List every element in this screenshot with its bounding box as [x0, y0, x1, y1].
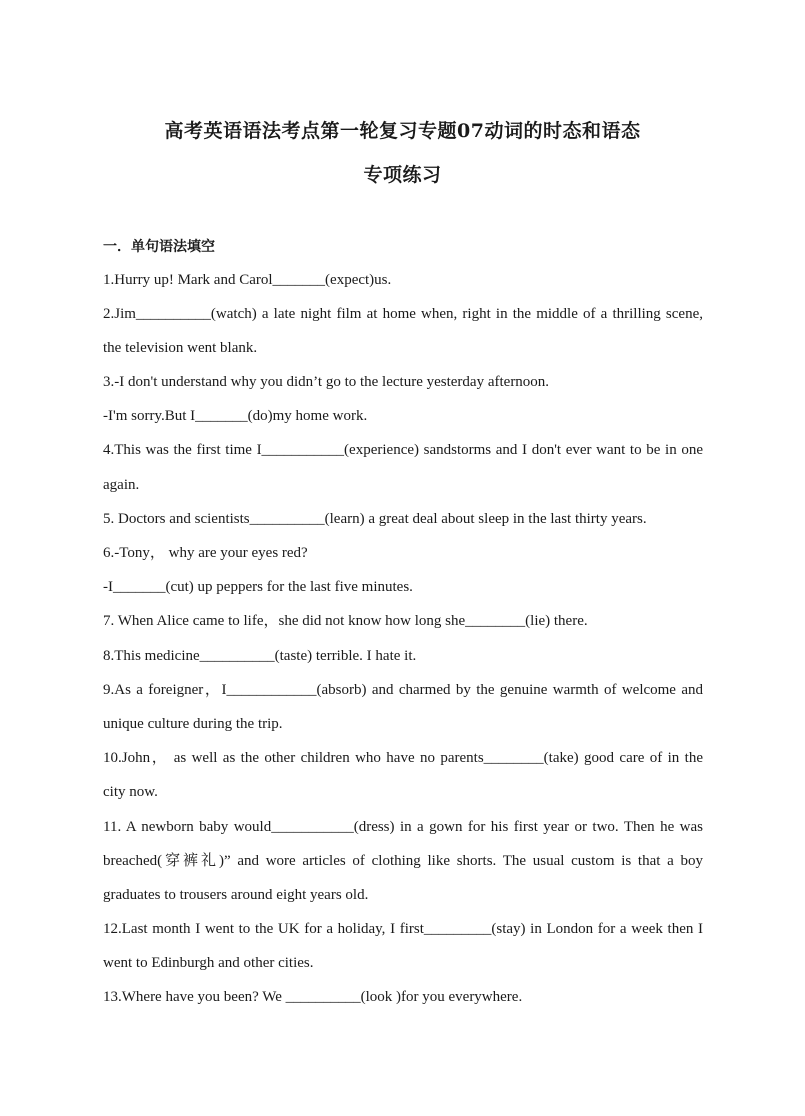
document-subtitle: 专项练习: [363, 164, 442, 186]
text-line: -I_______(cut) up peppers for the last five minutes.: [103, 579, 413, 595]
text-line: 11. A newborn baby would___________(dress) in a gown for his first year or two. Then he was: [103, 819, 703, 835]
text-line: breached(穿裤礼)” and wore articles of clothing like shorts. The usual custom is that a boy: [103, 853, 703, 869]
text-line: 8.This medicine__________(taste) terrible. I hate it.: [103, 648, 417, 664]
text-line: 2.Jim__________(watch) a late night film at home when, right in the middle of a thrilling scene,: [103, 306, 703, 322]
text-line: 3.-I don't understand why you didn’t go to the lecture yesterday afternoon.: [103, 374, 550, 390]
text-line: the television went blank.: [103, 340, 258, 356]
text-line: went to Edinburgh and other cities.: [103, 955, 314, 971]
text-line: 1.Hurry up! Mark and Carol_______(expect)us.: [103, 272, 392, 288]
text-line: 6.-Tony， why are your eyes red?: [103, 545, 308, 561]
text-line: 13.Where have you been? We __________(look )for you everywhere.: [103, 989, 523, 1005]
document-title: 高考英语语法考点第一轮复习专题07动词的时态和语态: [164, 120, 641, 142]
text-line: unique culture during the trip.: [103, 716, 283, 732]
text-line: -I'm sorry.But I_______(do)my home work.: [103, 408, 368, 424]
text-line: graduates to trousers around eight years old.: [103, 887, 369, 903]
text-line: 4.This was the first time I___________(experience) sandstorms and I don't ever want to be in one: [103, 442, 703, 458]
text-line: again.: [103, 477, 140, 493]
section-heading: 一．单句语法填空: [103, 239, 215, 255]
text-line: 7. When Alice came to life，she did not know how long she________(lie) there.: [103, 613, 588, 629]
text-line: 10.John， as well as the other children who have no parents________(take) good care of in the: [103, 750, 703, 766]
text-line: 12.Last month I went to the UK for a holiday, I first_________(stay) in London for a week then I: [103, 921, 703, 937]
text-line: city now.: [103, 784, 158, 800]
text-line: 5. Doctors and scientists__________(learn) a great deal about sleep in the last thirty years.: [103, 511, 647, 527]
text-line: 9.As a foreigner，I____________(absorb) and charmed by the genuine warmth of welcome and: [103, 682, 703, 698]
